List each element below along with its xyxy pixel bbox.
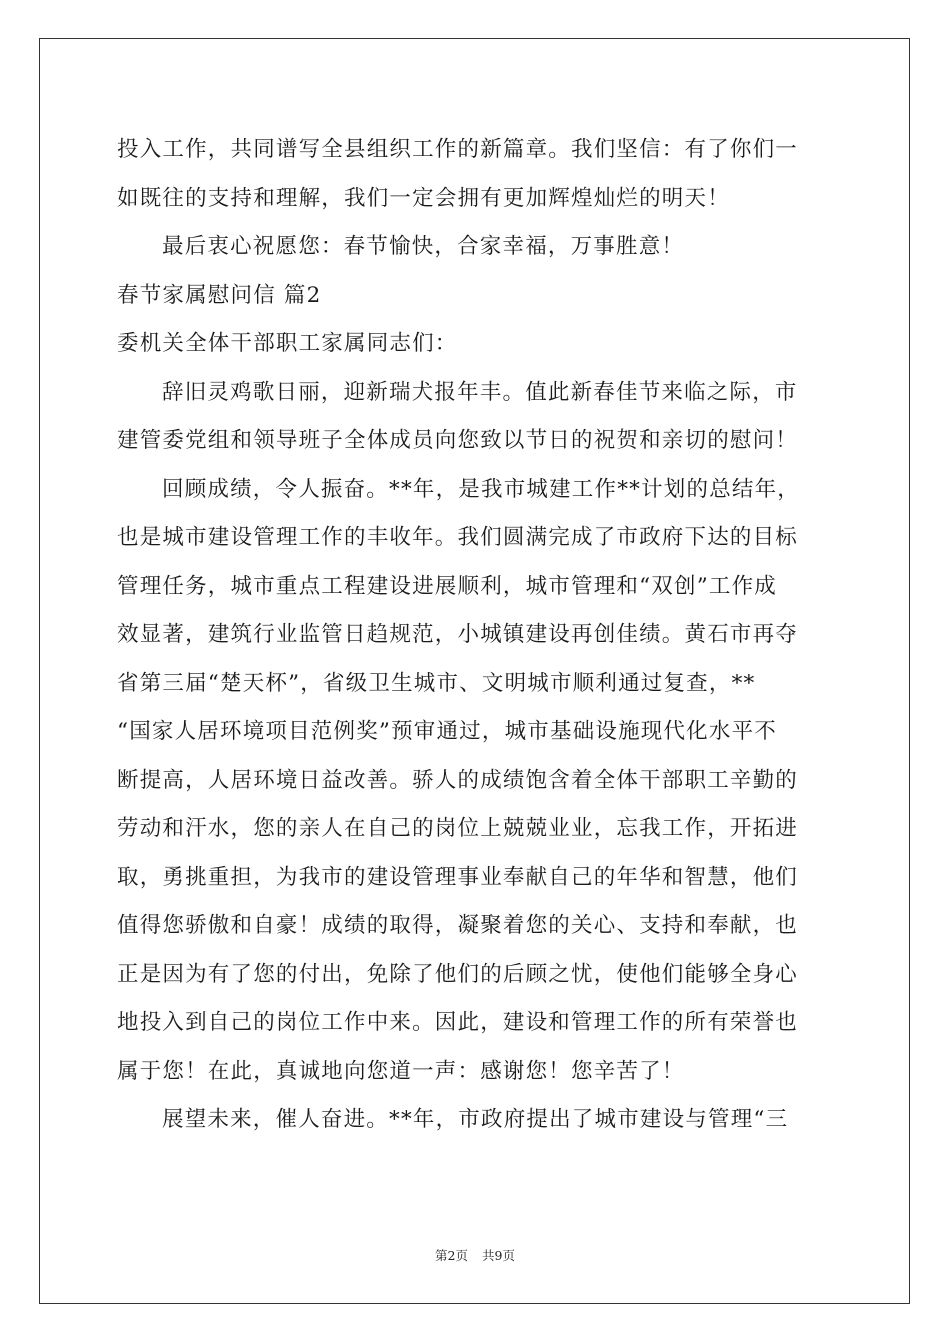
- text-line: 展望未来，催人奋进。**年，市政府提出了城市建设与管理“三: [162, 1107, 789, 1132]
- text-line: 也是城市建设管理工作的丰收年。我们圆满完成了市政府下达的目标: [117, 525, 799, 550]
- page-footer: [0, 1246, 950, 1264]
- document-body: [117, 128, 833, 1147]
- text-line: 省第三届“楚天杯”，省级卫生城市、文明城市顺利通过复查，**: [117, 670, 756, 696]
- text-line: “国家人居环境项目范例奖”预审通过，城市基础设施现代化水平不: [117, 719, 777, 744]
- text-line: 属于您！在此，真诚地向您道一声：感谢您！您辛苦了！: [117, 1058, 685, 1084]
- page-total: 共9页: [482, 1248, 515, 1263]
- text-line: 最后衷心祝愿您：春节愉快，合家幸福，万事胜意！: [162, 234, 685, 259]
- text-line: 春节家属慰问信 篇2: [117, 282, 322, 308]
- text-line: 值得您骄傲和自豪！成绩的取得，凝聚着您的关心、支持和奉献，也: [117, 913, 799, 938]
- text-line: 辞旧灵鸡歌日丽，迎新瑞犬报年丰。值此新春佳节来临之际，市: [162, 379, 798, 405]
- text-line: 地投入到自己的岗位工作中来。因此，建设和管理工作的所有荣誉也: [117, 1010, 799, 1035]
- page-number: 第2页: [435, 1248, 468, 1263]
- text-line: 断提高，人居环境日益改善。骄人的成绩饱含着全体干部职工辛勤的: [117, 767, 799, 793]
- text-line: 管理任务，城市重点工程建设进展顺利，城市管理和“双创”工作成: [117, 573, 777, 599]
- text-line: 建管委党组和领导班子全体成员向您致以节日的祝贺和亲切的慰问！: [117, 428, 799, 453]
- text-line: 正是因为有了您的付出，免除了他们的后顾之忧，使他们能够全身心: [117, 961, 799, 987]
- text-line: 回顾成绩，令人振奋。**年，是我市城建工作**计划的总结年，: [162, 476, 801, 502]
- text-line: 如既往的支持和理解，我们一定会拥有更加辉煌灿烂的明天！: [117, 185, 730, 211]
- text-line: 委机关全体干部职工家属同志们：: [117, 331, 458, 356]
- text-line: 效显著，建筑行业监管日趋规范，小城镇建设再创佳绩。黄石市再夺: [117, 622, 799, 647]
- text-line: 投入工作，共同谱写全县组织工作的新篇章。我们坚信：有了你们一: [117, 137, 799, 162]
- text-line: 取，勇挑重担，为我市的建设管理事业奉献自己的年华和智慧，他们: [117, 864, 799, 890]
- text-line: 劳动和汗水，您的亲人在自己的岗位上兢兢业业，忘我工作，开拓进: [117, 816, 799, 841]
